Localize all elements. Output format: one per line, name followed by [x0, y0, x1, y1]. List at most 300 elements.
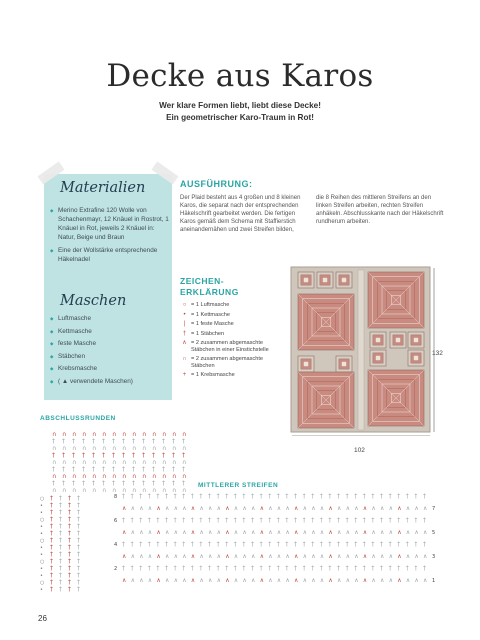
row-number-left: 6 [114, 518, 118, 524]
stitch-symbol: ∧ [268, 505, 273, 512]
stitch-symbol: † [242, 565, 246, 572]
legend-heading-2: ERKLÄRUNG [180, 287, 239, 297]
stitch-symbol: † [156, 493, 160, 500]
stitch-symbol: † [225, 565, 229, 572]
legend [180, 302, 286, 382]
stitch-symbol: ∧ [414, 553, 419, 560]
stitch-symbol: † [112, 438, 115, 445]
row-marker: • [40, 545, 43, 551]
stitch-symbol: † [50, 586, 53, 593]
page-number: 26 [38, 614, 47, 623]
small-square-center [413, 355, 418, 360]
stitch-symbol: ∧ [251, 553, 256, 560]
stitch-symbol: ∩ [132, 487, 137, 494]
stitch-symbol: ∧ [302, 529, 308, 536]
small-square-center [303, 277, 308, 282]
stitch-symbol: † [122, 438, 125, 445]
stitch-item: ◆ Stäbchen [50, 352, 170, 361]
stitch-item: ◆ feste Masche [50, 339, 170, 348]
stitch-symbol: ∧ [294, 529, 299, 536]
stitch-symbol: ∩ [112, 487, 117, 494]
small-square-center [395, 337, 400, 342]
stitch-symbol: ∧ [147, 553, 153, 560]
border-chart-heading: ABSCHLUSSRUNDEN [40, 415, 116, 422]
legend-row [180, 340, 286, 353]
stitch-symbol: ∧ [156, 577, 161, 584]
stitch-symbol: † [156, 541, 160, 548]
stitch-symbol: † [92, 438, 95, 445]
stitch-symbol: ∩ [132, 459, 137, 466]
stitch-symbol: ∩ [122, 487, 127, 494]
stitch-symbol: ∧ [354, 505, 359, 512]
stitch-symbol: † [77, 572, 80, 579]
stitch-symbol: ∧ [362, 577, 368, 584]
stitch-symbol: † [328, 541, 332, 548]
stitch-symbol: ∧ [302, 505, 308, 512]
stitch-symbol: † [190, 541, 194, 548]
legend-row [180, 302, 286, 309]
stitch-symbol: ∧ [233, 553, 239, 560]
stitch-symbol: ∩ [172, 487, 177, 494]
stitch-symbol: † [52, 480, 55, 487]
stitch-symbol: ∩ [62, 445, 67, 452]
stitch-symbol: † [112, 480, 115, 487]
stitch-symbol: † [208, 493, 211, 500]
stitch-symbol: † [285, 493, 289, 500]
stitch-symbol: † [72, 480, 75, 487]
stitch-symbol: † [182, 438, 185, 445]
stitch-symbol: † [337, 517, 340, 524]
stitch-symbol: ∧ [354, 529, 359, 536]
stitch-symbol: ∧ [182, 553, 187, 560]
stitch-symbol: † [59, 523, 62, 530]
stitch-symbol: ∩ [92, 431, 97, 438]
stitch-symbol: † [77, 544, 80, 551]
stitch-symbol: † [152, 438, 155, 445]
stitch-symbol: ∩ [132, 473, 137, 480]
stitch-symbol: ∧ [190, 577, 196, 584]
legend-row [180, 321, 286, 328]
stitch-symbol: † [142, 438, 145, 445]
legend-text: = 1 Stäbchen [191, 330, 225, 337]
stitch-symbol: ∩ [72, 431, 77, 438]
row-number-left: 8 [114, 494, 118, 500]
stitch-symbol: ∧ [345, 529, 351, 536]
stitch-item: ◆ Kettmasche [50, 327, 170, 336]
stitch-symbol: † [319, 517, 323, 524]
stitch-symbol: † [50, 558, 53, 565]
stitch-symbol: † [302, 541, 306, 548]
stitch-symbol: ∧ [147, 529, 153, 536]
stitch-symbol: ∧ [173, 505, 179, 512]
stitch-symbol: ∧ [130, 553, 136, 560]
stitch-symbol: † [414, 493, 418, 500]
stitch-symbol: ∧ [225, 505, 230, 512]
row-marker: • [40, 552, 43, 558]
stitch-symbol: † [337, 493, 340, 500]
stitch-symbol: ∩ [52, 445, 57, 452]
stitch-symbol: † [268, 517, 272, 524]
stitch-symbol: † [414, 517, 418, 524]
stitch-symbol: † [173, 541, 177, 548]
stitch-symbol: † [311, 541, 315, 548]
stitch-symbol: † [122, 541, 125, 548]
stitches-list [50, 314, 170, 389]
stitch-symbol: † [132, 466, 135, 473]
stitch-symbol: ∧ [345, 505, 351, 512]
stitch-symbol: † [311, 565, 315, 572]
stitch-symbol: ∧ [371, 553, 376, 560]
stitch-symbol: † [172, 438, 175, 445]
stitches-heading: Maschen [60, 293, 127, 309]
stitch-symbol: † [182, 517, 186, 524]
stitch-symbol: † [68, 586, 71, 593]
stitch-symbol: ∩ [52, 487, 57, 494]
stitch-symbol: ∩ [172, 431, 177, 438]
stitch-symbol: ∧ [276, 529, 282, 536]
stitch-symbol: † [50, 551, 53, 558]
stitch-symbol: ∧ [380, 529, 385, 536]
stitch-symbol: † [68, 544, 71, 551]
stitch-symbol: † [199, 541, 203, 548]
stitch-symbol: † [77, 551, 80, 558]
stitch-symbol: † [68, 572, 71, 579]
stitch-symbol: ∩ [62, 459, 67, 466]
stitch-symbol: † [92, 466, 95, 473]
stitch-symbol: † [122, 452, 125, 459]
stitch-symbol: ∧ [337, 529, 342, 536]
subtitle-line-2: Ein geometrischer Karo-Traum in Rot! [166, 113, 314, 122]
stitch-symbol: ∧ [242, 577, 247, 584]
stitch-symbol: ∧ [225, 577, 230, 584]
subtitle-line-1: Wer klare Formen liebt, liebt diese Decke! [159, 101, 321, 110]
stitch-symbol: † [50, 516, 53, 523]
stitch-symbol: ∧ [328, 505, 333, 512]
stitch-symbol: † [208, 565, 211, 572]
stitch-symbol: † [423, 565, 426, 572]
stitch-symbol: † [362, 565, 366, 572]
stitch-symbol: † [102, 466, 105, 473]
stitch-symbol: ∧ [130, 529, 136, 536]
stitch-symbol: † [405, 541, 409, 548]
stitch-symbol: ∧ [190, 553, 196, 560]
stitch-symbol: ∩ [82, 459, 87, 466]
stitch-symbol: † [380, 493, 383, 500]
stitch-symbol: ∧ [233, 577, 239, 584]
stitch-item: ◆ Luftmasche [50, 314, 170, 323]
legend-text: = 2 zusammen abgemaschte Stäbchen [191, 356, 263, 369]
stitch-symbol: ∩ [122, 431, 127, 438]
stitch-symbol: † [251, 541, 254, 548]
stitch-symbol: † [132, 480, 135, 487]
stitch-symbol: ∩ [132, 431, 137, 438]
stitch-symbol: ∧ [216, 505, 222, 512]
row-marker: ○ [40, 538, 45, 544]
stitch-symbol: ∧ [319, 577, 325, 584]
row-marker: ○ [40, 517, 45, 523]
stitch-symbol: ∩ [112, 445, 117, 452]
stitch-symbol: ∧ [276, 553, 282, 560]
stitch-symbol: ∧ [156, 505, 161, 512]
stitch-symbol: ∩ [182, 487, 187, 494]
stitch-symbol: ∩ [182, 473, 187, 480]
stitch-symbol: † [122, 565, 125, 572]
stitch-symbol: ∧ [414, 577, 419, 584]
stitch-symbol: † [362, 517, 366, 524]
small-square-center [375, 337, 380, 342]
stitch-symbol: † [233, 565, 237, 572]
stitch-symbol: ∧ [130, 505, 136, 512]
stitch-symbol: ∧ [311, 529, 316, 536]
legend-row [180, 331, 286, 338]
legend-row [180, 356, 286, 369]
stitch-symbol: ∩ [122, 445, 127, 452]
stitch-symbol: ∧ [294, 505, 299, 512]
stitch-symbol: † [77, 495, 80, 502]
stitch-symbol: † [50, 495, 53, 502]
legend-symbol: ∩ [182, 356, 187, 362]
stitch-symbol: † [92, 480, 95, 487]
stitch-symbol: ∧ [225, 553, 230, 560]
legend-symbol: • [183, 311, 186, 318]
stitch-symbol: † [199, 493, 203, 500]
blanket-diagram [290, 266, 440, 436]
stitch-symbol: † [77, 530, 80, 537]
stitch-symbol: ∩ [52, 431, 57, 438]
row-marker: ○ [40, 496, 45, 502]
stitch-symbol: † [388, 493, 392, 500]
stitch-symbol: ∧ [405, 553, 411, 560]
stitch-symbol: † [173, 565, 177, 572]
stitch-symbol: † [68, 530, 71, 537]
stitch-symbol: ∧ [147, 505, 153, 512]
small-square-center [413, 337, 418, 342]
stitch-symbol: † [59, 537, 62, 544]
stitch-symbol: † [182, 493, 186, 500]
stitch-symbol: ∧ [354, 577, 359, 584]
middle-stripe [358, 270, 364, 430]
stitch-symbol: † [152, 480, 155, 487]
stitch-symbol: ∧ [423, 553, 428, 560]
stitch-symbol: † [345, 565, 349, 572]
stitch-symbol: † [337, 541, 340, 548]
stitch-symbol: † [242, 541, 246, 548]
stitch-symbol: ∧ [122, 553, 127, 560]
row-marker: • [40, 503, 43, 509]
stitch-symbol: † [268, 565, 272, 572]
stitch-symbol: ∧ [165, 553, 170, 560]
stitch-symbol: † [371, 565, 375, 572]
instructions-heading: AUSFÜHRUNG: [180, 179, 253, 189]
stitch-symbol: † [50, 537, 53, 544]
row-marker: ○ [40, 559, 45, 565]
materials-item: ◆ Merino Extrafine 120 Wolle von Schachenmayr, 12 Knäuel in Rostrot, 1 Knäuel in Rot, jeweils 2 Knäuel in: Natur, Beige und Braun [50, 206, 170, 242]
stitch-symbol: ∧ [208, 577, 213, 584]
stitch-symbol: ∧ [165, 529, 170, 536]
stitch-symbol: ∩ [162, 445, 167, 452]
stitch-symbol: ∩ [152, 473, 157, 480]
stitch-symbol: † [59, 572, 62, 579]
stitch-symbol: † [233, 541, 237, 548]
stitch-symbol: ∩ [112, 459, 117, 466]
stitch-symbol: † [311, 517, 315, 524]
stitch-symbol: ∧ [173, 529, 179, 536]
stitch-symbol: † [337, 565, 340, 572]
stitch-symbol: † [156, 517, 160, 524]
stitch-symbol: † [68, 523, 71, 530]
stitch-symbol: † [388, 517, 392, 524]
stitch-symbol: ∧ [251, 577, 256, 584]
stitch-symbol: ∧ [362, 529, 368, 536]
stitch-symbol: † [59, 558, 62, 565]
stitch-symbol: ∩ [162, 459, 167, 466]
stitch-symbol: ∩ [92, 487, 97, 494]
stitch-symbol: † [268, 541, 272, 548]
stitch-symbol: ∧ [156, 529, 161, 536]
stitch-symbol: † [147, 541, 151, 548]
stitch-symbol: † [285, 565, 289, 572]
stitch-symbol: ∧ [268, 577, 273, 584]
stitch-symbol: † [156, 565, 160, 572]
stitch-symbol: ∧ [345, 553, 351, 560]
stitch-symbol: ∧ [337, 553, 342, 560]
stitch-symbol: † [251, 493, 254, 500]
row-marker: • [40, 510, 43, 516]
stitch-symbol: † [319, 541, 323, 548]
stitch-symbol: ∩ [102, 487, 107, 494]
row-number-right: 7 [432, 506, 436, 512]
stitch-symbol: † [50, 530, 53, 537]
stitch-symbol: † [216, 493, 220, 500]
stitch-symbol: † [388, 565, 392, 572]
stitch-symbol: † [190, 517, 194, 524]
stitch-symbol: † [50, 572, 53, 579]
stitch-symbol: ∧ [328, 577, 333, 584]
row-number-right: 5 [432, 530, 436, 536]
stitch-symbol: † [328, 565, 332, 572]
stitch-symbol: ∧ [354, 553, 359, 560]
stitch-symbol: † [122, 493, 125, 500]
stitch-symbol: ∩ [82, 431, 87, 438]
stitch-symbol: † [68, 558, 71, 565]
stitch-symbol: † [423, 541, 426, 548]
stitch-symbol: ∧ [259, 505, 265, 512]
stitch-symbol: ∩ [172, 459, 177, 466]
stitch-symbol: ∧ [165, 577, 170, 584]
stitch-symbol: † [268, 493, 272, 500]
stitch-symbol: ∧ [233, 529, 239, 536]
stitch-symbol: † [285, 541, 289, 548]
stitch-symbol: ∧ [268, 553, 273, 560]
stitch-symbol: ∧ [139, 553, 144, 560]
stitch-symbol: † [112, 466, 115, 473]
stripe-chart [110, 490, 450, 600]
stitch-symbol: † [122, 517, 125, 524]
stitch-symbol: ∧ [371, 529, 376, 536]
stitch-symbol: † [251, 565, 254, 572]
stitch-symbol: † [414, 541, 418, 548]
stitch-symbol: ∩ [152, 431, 157, 438]
stitch-symbol: ∧ [311, 505, 316, 512]
stitch-symbol: † [302, 493, 306, 500]
stitch-symbol: ∧ [285, 577, 290, 584]
stitch-symbol: † [190, 493, 194, 500]
stitch-symbol: † [423, 493, 426, 500]
stitch-symbol: † [276, 493, 280, 500]
stitch-symbol: ∧ [173, 553, 179, 560]
stitch-symbol: † [242, 493, 246, 500]
stitch-symbol: † [62, 480, 65, 487]
stitch-symbol: ∧ [414, 529, 419, 536]
stitch-symbol: † [77, 579, 80, 586]
stitch-symbol: † [147, 493, 151, 500]
stitch-symbol: † [82, 466, 85, 473]
stitch-symbol: † [345, 541, 349, 548]
stitch-symbol: † [82, 438, 85, 445]
stitch-symbol: ∧ [242, 553, 247, 560]
row-marker: • [40, 566, 43, 572]
stitch-symbol: ∩ [152, 445, 157, 452]
stitch-symbol: † [72, 466, 75, 473]
stitch-symbol: † [165, 517, 168, 524]
page-title: Decke aus Karos [106, 58, 374, 94]
stitch-symbol: ∧ [208, 553, 213, 560]
stitch-symbol: ∧ [405, 577, 411, 584]
stitch-symbol: † [388, 541, 392, 548]
stitch-symbol: † [225, 541, 229, 548]
stitch-symbol: ∧ [259, 529, 265, 536]
stitch-symbol: † [354, 493, 358, 500]
stitch-symbol: † [102, 438, 105, 445]
stitch-symbol: † [276, 541, 280, 548]
stitch-symbol: ∧ [233, 505, 239, 512]
stitch-symbol: ∩ [102, 459, 107, 466]
stitch-symbol: † [59, 502, 62, 509]
stitch-symbol: ∧ [362, 553, 368, 560]
stitch-symbol: ∧ [156, 553, 161, 560]
stitch-symbol: ∧ [294, 553, 299, 560]
stitch-symbol: ∧ [276, 505, 282, 512]
stitch-symbol: † [242, 517, 246, 524]
stitch-symbol: † [59, 544, 62, 551]
stitch-symbol: ∧ [388, 505, 394, 512]
stitch-symbol: † [182, 480, 185, 487]
stitch-symbol: † [294, 493, 297, 500]
stitch-symbol: † [142, 452, 145, 459]
stitch-symbol: † [132, 438, 135, 445]
stitch-symbol: † [182, 541, 186, 548]
stitch-symbol: † [397, 517, 401, 524]
stitch-symbol: ∧ [397, 553, 402, 560]
stitch-symbol: ∧ [182, 505, 187, 512]
stitch-symbol: ∩ [112, 473, 117, 480]
stitch-symbol: † [52, 466, 55, 473]
stitch-symbol: † [302, 565, 306, 572]
stitch-symbol: † [68, 516, 71, 523]
stitch-symbol: † [294, 541, 297, 548]
stitch-symbol: ∧ [380, 505, 385, 512]
stitch-symbol: ∩ [102, 473, 107, 480]
stitch-item: ◆ Krebsmasche [50, 364, 170, 373]
stitch-symbol: † [165, 565, 168, 572]
stitch-symbol: † [68, 579, 71, 586]
stitch-symbol: ∧ [251, 529, 256, 536]
stitch-symbol: † [82, 452, 85, 459]
stitch-symbol: † [112, 452, 115, 459]
stitch-symbol: † [319, 565, 323, 572]
stitch-symbol: † [345, 517, 349, 524]
stitch-symbol: † [142, 466, 145, 473]
